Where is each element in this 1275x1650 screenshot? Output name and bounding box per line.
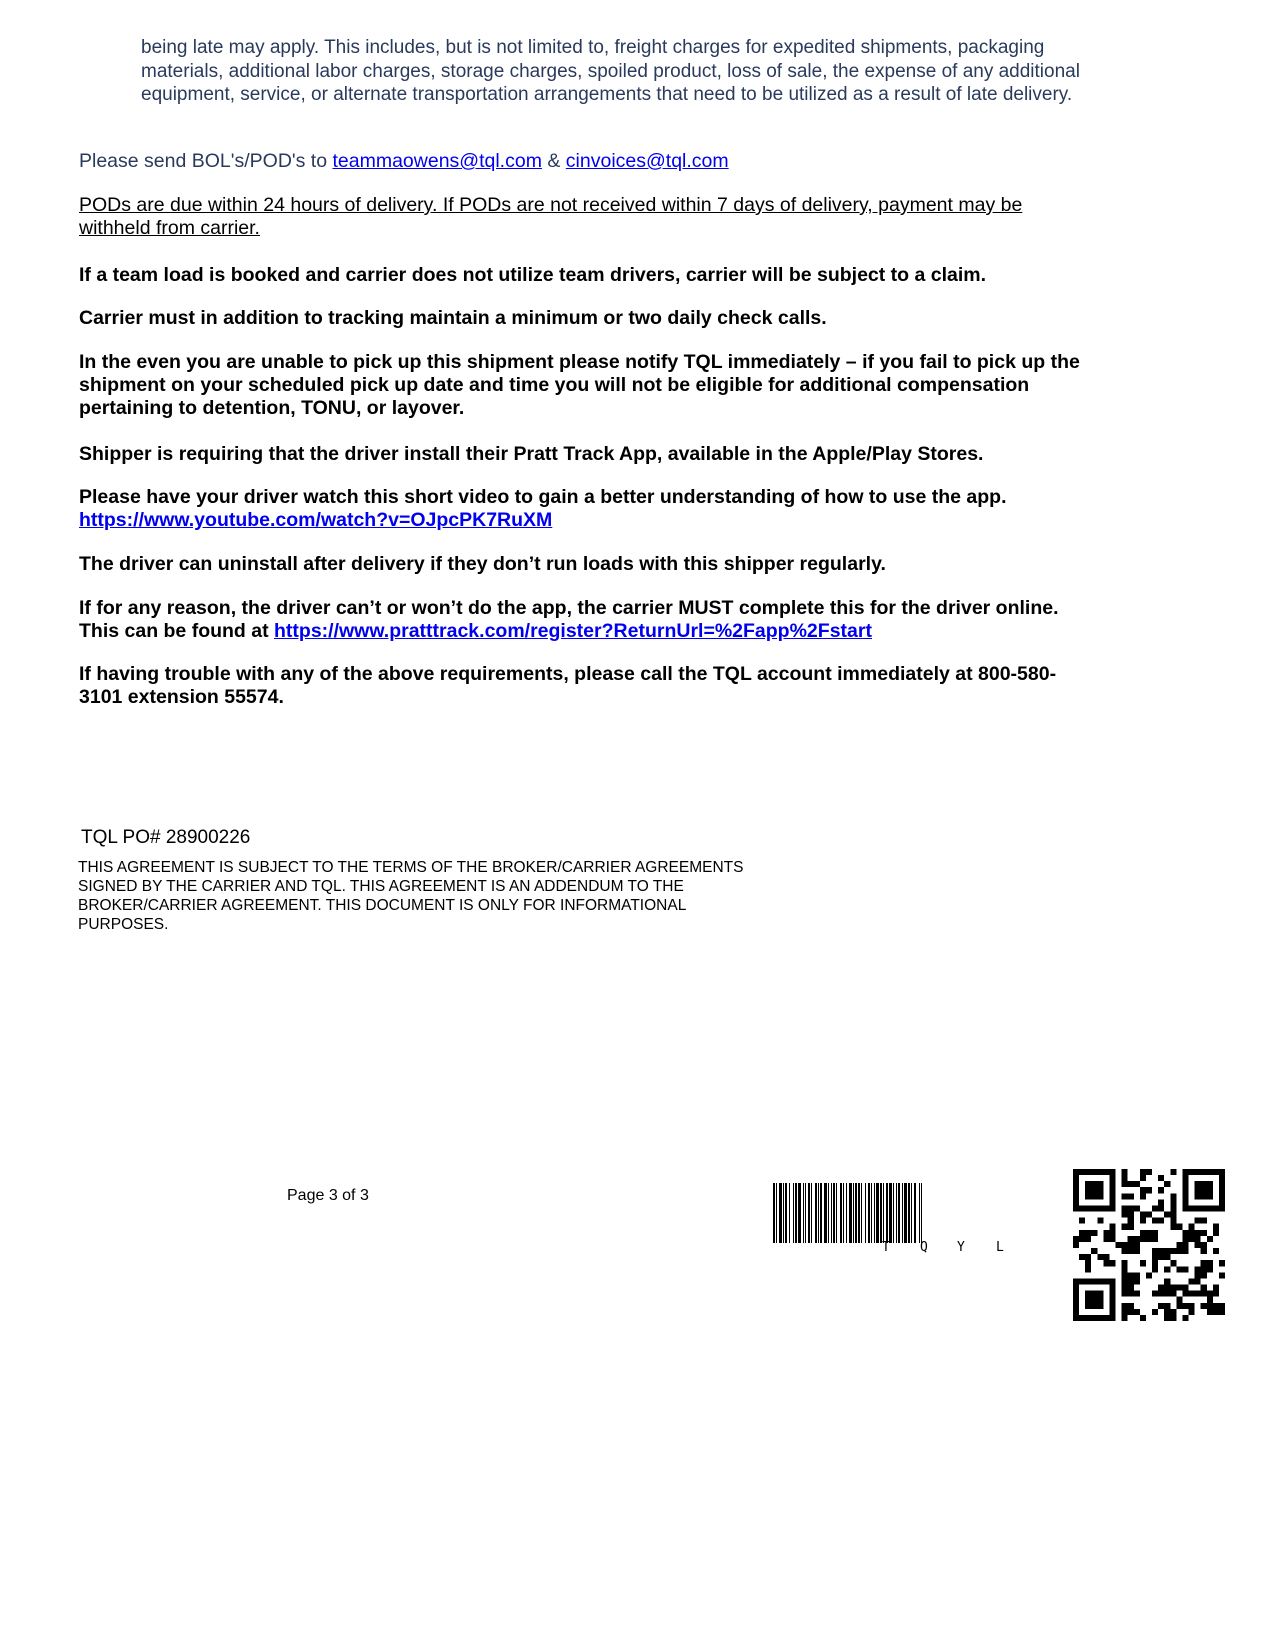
online-registration-paragraph bbox=[79, 597, 1099, 643]
check-calls-paragraph: Carrier must in addition to tracking maintain a minimum or two daily check calls. bbox=[79, 307, 827, 329]
barcode-caption-char: L bbox=[996, 1240, 1004, 1255]
send-docs-paragraph bbox=[79, 150, 1099, 173]
page-number: Page 3 of 3 bbox=[287, 1187, 369, 1204]
video-text: Please have your driver watch this short video to gain a better understanding of how to use the app. bbox=[79, 486, 1007, 508]
video-paragraph bbox=[79, 486, 1099, 532]
send-docs-separator: & bbox=[541, 150, 566, 172]
send-docs-prefix: Please send BOL's/POD's to bbox=[79, 150, 333, 172]
email-link-cinvoices[interactable]: cinvoices@tql.com bbox=[565, 150, 729, 172]
online-text: If for any reason, the driver can’t or won’t do the app, the carrier MUST complete this for the driver online. This can be found at bbox=[79, 597, 1059, 642]
email-link-teammaowens[interactable]: teammaowens@tql.com bbox=[332, 150, 542, 172]
app-requirement-paragraph: Shipper is requiring that the driver install their Pratt Track App, available in the Apple/Play Stores. bbox=[79, 443, 984, 465]
pickup-notice-paragraph: In the even you are unable to pick up this shipment please notify TQL immediately – if you fail to pick up the shipment on your scheduled pick up date and time you will not be eligible for additional compensation pertaining to detention, TONU, or layover. bbox=[79, 351, 1080, 419]
pratttrack-register-link[interactable]: https://www.pratttrack.com/register?ReturnUrl=%2Fapp%2Fstart bbox=[274, 620, 872, 642]
team-load-paragraph: If a team load is booked and carrier does not utilize team drivers, carrier will be subject to a claim. bbox=[79, 264, 987, 286]
agreement-disclaimer: THIS AGREEMENT IS SUBJECT TO THE TERMS OF THE BROKER/CARRIER AGREEMENTS SIGNED BY THE CARRIER AND TQL. THIS AGREEMENT IS AN ADDENDUM TO THE BROKER/CARRIER AGREEMENT. THIS DOCUMENT IS ONLY FOR INFORMATIONAL PURPOSES. bbox=[78, 859, 744, 933]
barcode-image bbox=[773, 1183, 1059, 1243]
late-delivery-paragraph: being late may apply. This includes, but is not limited to, freight charges for expedited shipments, packaging materials, additional labor charges, storage charges, spoiled product, loss of sale, the expense of any additional equipment, service, or alternate transportation arrangements that need to be utilized as a result of late delivery. bbox=[141, 37, 1080, 105]
barcode-caption-char: Q bbox=[920, 1240, 928, 1255]
trouble-paragraph: If having trouble with any of the above requirements, please call the TQL account immediately at 800-580-3101 extension 55574. bbox=[79, 663, 1057, 708]
barcode-caption-char: T bbox=[882, 1240, 890, 1255]
uninstall-paragraph: The driver can uninstall after delivery if they don’t run loads with this shipper regularly. bbox=[79, 553, 886, 575]
pods-due-paragraph: PODs are due within 24 hours of delivery. If PODs are not received within 7 days of delivery, payment may be withheld from carrier. bbox=[79, 194, 1023, 239]
po-number: TQL PO# 28900226 bbox=[81, 827, 251, 848]
barcode-caption bbox=[773, 1240, 1059, 1256]
qr-code-image bbox=[1073, 1169, 1225, 1321]
youtube-video-link[interactable]: https://www.youtube.com/watch?v=OJpcPK7RuXM bbox=[79, 509, 553, 531]
barcode-caption-char: Y bbox=[957, 1240, 965, 1255]
